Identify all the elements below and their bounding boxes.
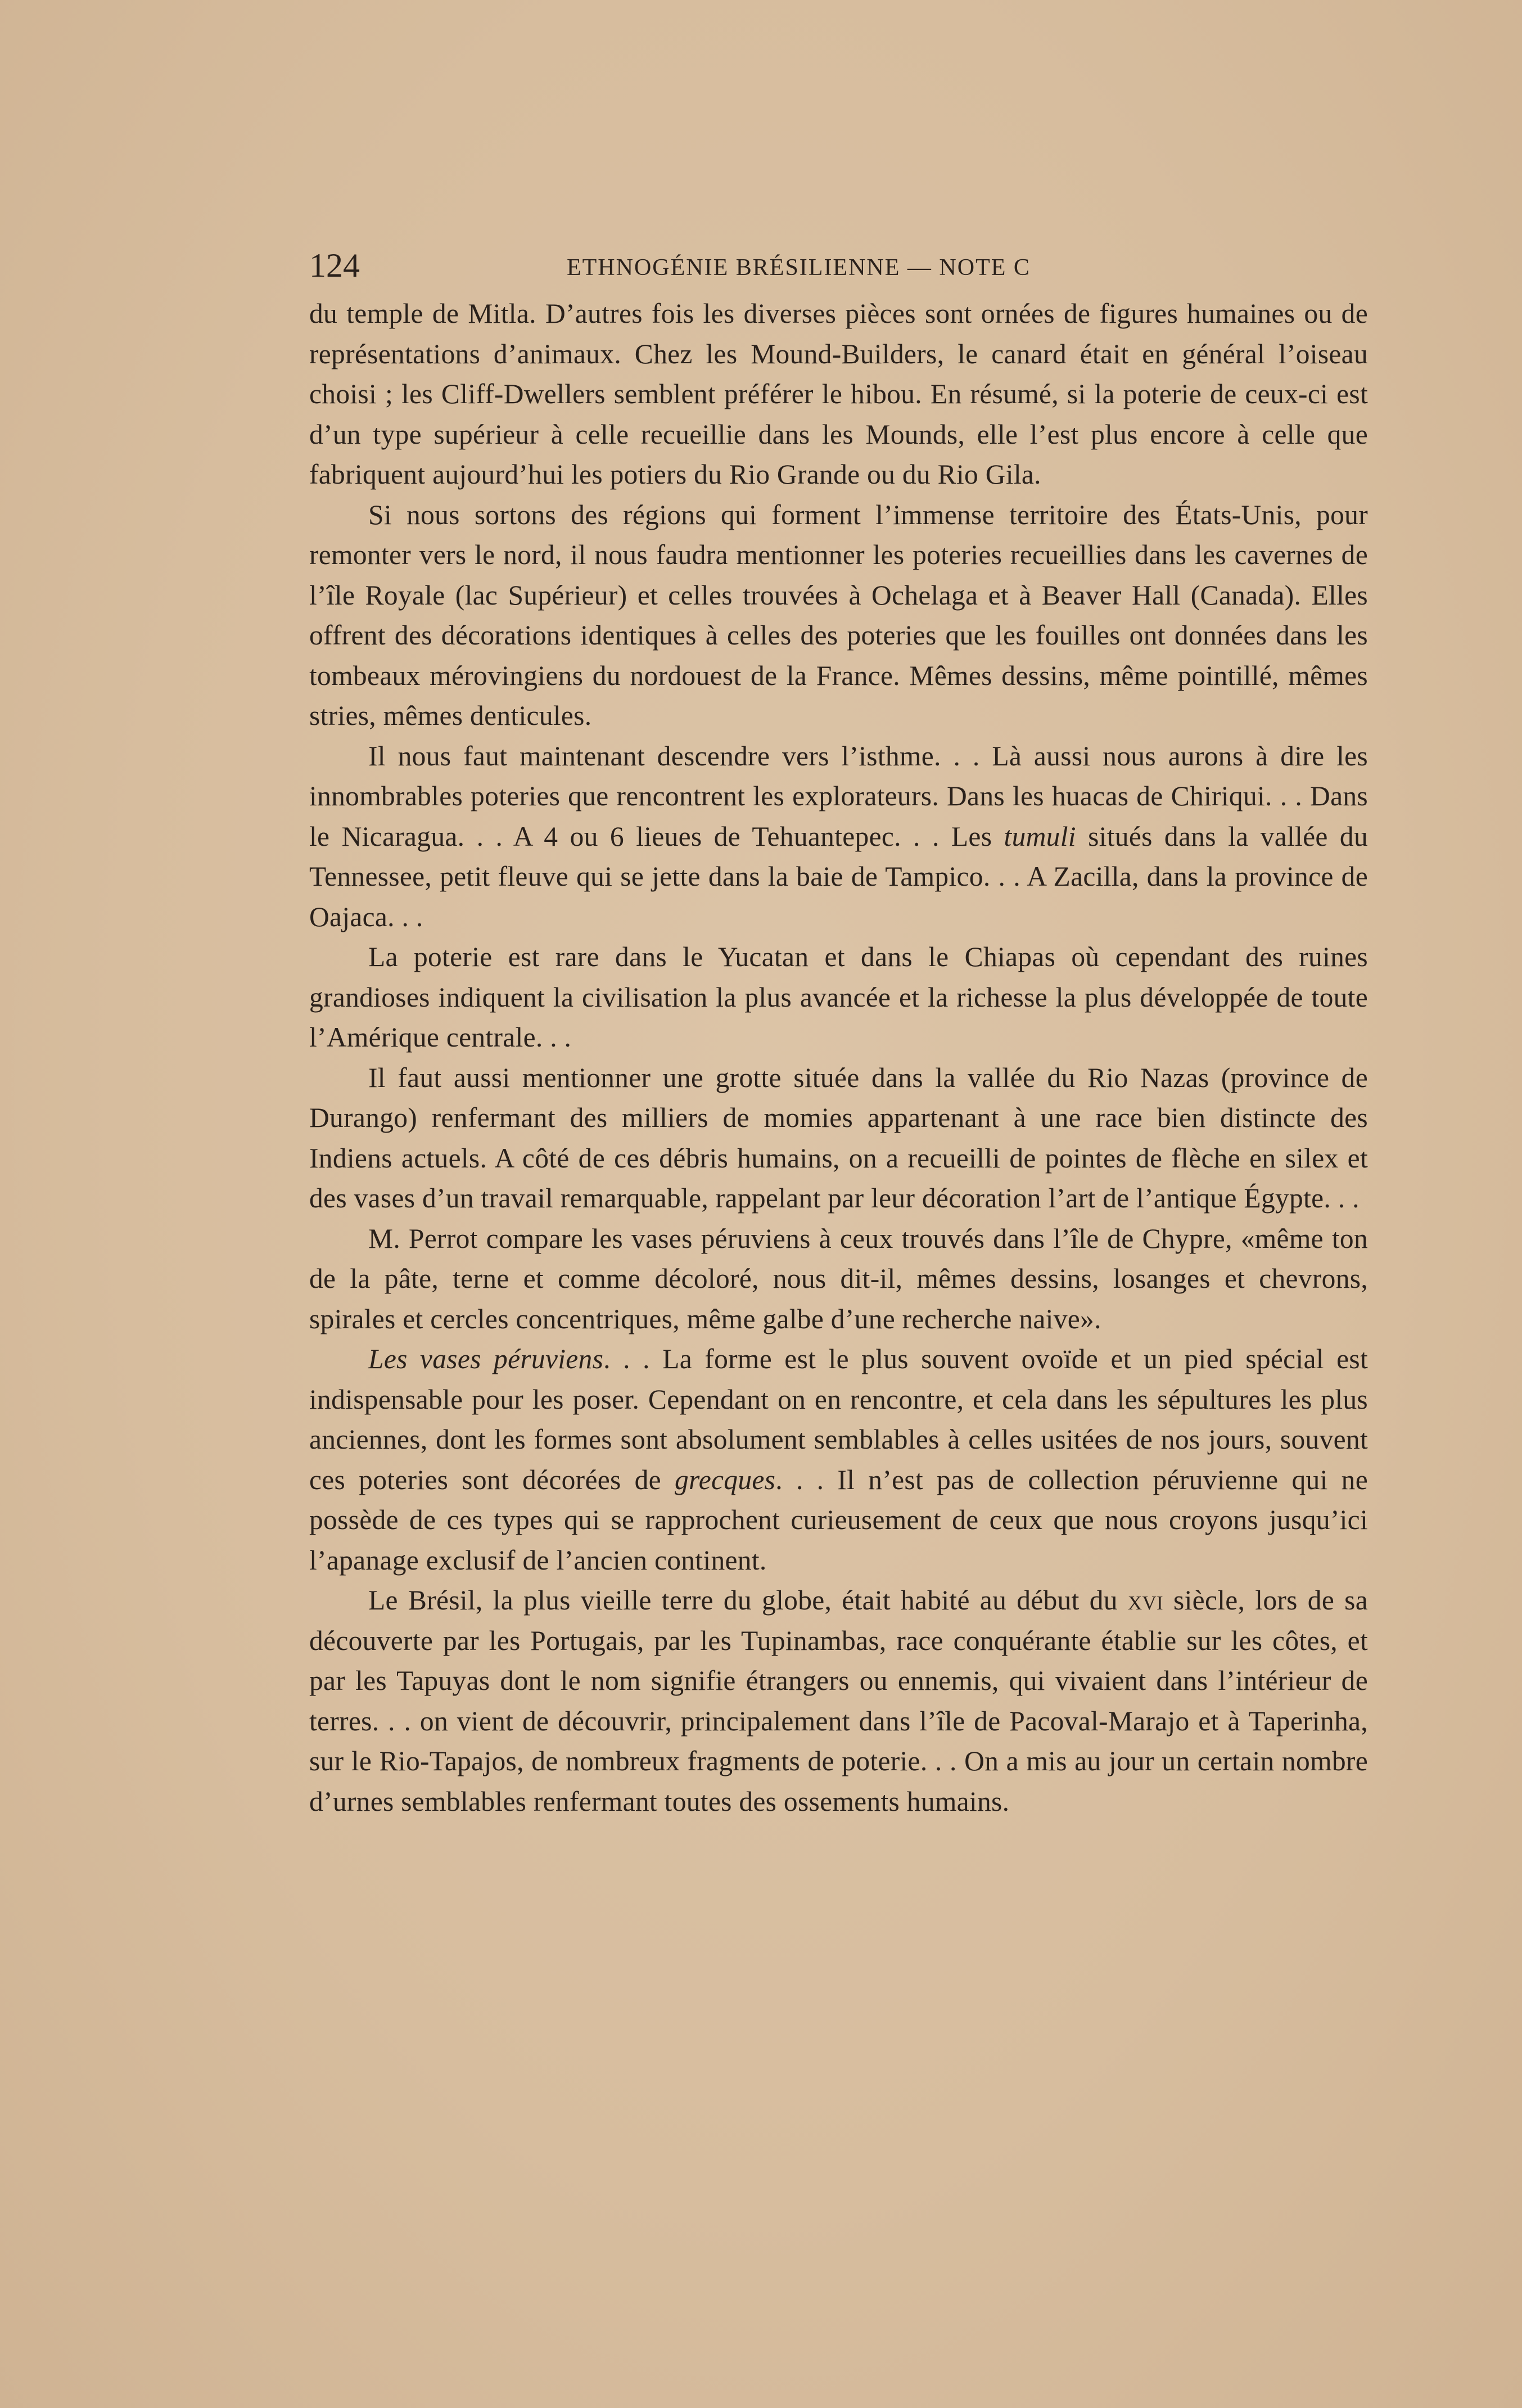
paragraph-3-italic-tumuli: tumuli [1004,820,1076,852]
paragraph-1-text: du temple de Mitla. D’autres fois les diverses pièces sont ornées de figures humaines ou de représentations d’animaux. Chez les Mound-Builders, le canard était en général l’oiseau choisi ; les Cliff-Dwellers semblent préférer le hibou. En résumé, si la poterie de ceux-ci est d’un type supérieur à celle recueillie dans les Mounds, elle l’est plus encore à celle que fabriquent aujourd’hui les potiers du Rio Grande ou du Rio Gila. [309,298,1368,490]
paragraph-3-text-after: situés dans la vallée du Tennessee, petit fleuve qui se jette dans la baie de Tampico. . . A Zacilla, dans la province de Oajaca. . . [309,820,1368,932]
paragraph-7 [309,1339,1368,1580]
paragraph-8 [309,1580,1368,1821]
paragraph-3-text-before: Il nous faut maintenant descendre vers l’isthme. . . Là aussi nous aurons à dire les innombrables poteries que rencontrent les explorateurs. Dans les huacas de Chiriqui. . . Dans le Nicaragua. . . A 4 ou 6 lieues de Tehuantepec. . . Les [309,740,1368,852]
paragraph-7-italic-grecques: grecques [674,1464,776,1495]
page-number: 124 [309,247,360,284]
paragraph-2-text: Si nous sortons des régions qui forment l’immense territoire des États-Unis, pour remonter vers le nord, il nous faudra mentionner les poteries recueillies dans les cavernes de l’île Royale (lac Supérieur) et celles trouvées à Ochelaga et à Beaver Hall (Canada). Elles offrent des décorations identiques à celles des poteries que les fouilles ont données dans les tombeaux mérovingiens du nordouest de la France. Mêmes dessins, même pointillé, mêmes stries, mêmes denticules. [309,499,1368,731]
paragraph-3 [309,736,1368,937]
paragraph-2 [309,495,1368,736]
page-header [309,243,1368,288]
paragraph-6 [309,1219,1368,1340]
paragraph-5-text: Il faut aussi mentionner une grotte située dans la vallée du Rio Nazas (province de Durango) renfermant des milliers de momies appartenant à une race bien distincte des Indiens actuels. A côté de ces débris humains, on a recueilli de pointes de flèche en silex et des vases d’un travail remarquable, rappelant par leur décoration l’art de l’antique Égypte. . . [309,1062,1368,1214]
paragraph-1 [309,294,1368,495]
paragraph-8-century-numeral: xvi [1127,1585,1163,1616]
paragraph-8-text-b: siècle, lors de sa découverte par les Portugais, par les Tupinambas, race conquérante établie sur les côtes, et par les Tapuyas dont le nom signifie étrangers ou ennemis, qui vivaient dans l’intérieur de terres. . . on vient de découvrir, principalement dans l’île de Pacoval-Marajo et à Taperinha, sur le Rio-Tapajos, de nombreux fragments de poterie. . . On a mis au jour un certain nombre d’urnes semblables renfermant toutes des ossements humains. [309,1585,1368,1817]
running-title: ETHNOGÉNIE BRÉSILIENNE — NOTE C [567,255,1031,281]
paragraph-6-text: M. Perrot compare les vases péruviens à ceux trouvés dans l’île de Chypre, «même ton de la pâte, terne et comme décoloré, nous dit-il, mêmes dessins, losanges et chevrons, spirales et cercles concentriques, même galbe d’une recherche naive». [309,1223,1368,1334]
paragraph-7-text-a: . . . La forme est le plus souvent ovoïde et un pied spécial est indispensable pour les poser. Cependant on en rencontre, et cela dans les sépultures les plus anciennes, dont les formes sont absolument semblables à celles usitées de nos jours, souvent ces poteries sont décorées de [309,1343,1368,1495]
paragraph-7-italic-lead: Les vases péruviens [368,1343,604,1374]
paragraph-4-text: La poterie est rare dans le Yucatan et dans le Chiapas où cependant des ruines grandioses indiquent la civilisation la plus avancée et la richesse la plus développée de toute l’Amérique centrale. . . [309,941,1368,1053]
document-page [309,243,1368,1821]
paragraph-7-text-b: . . . Il n’est pas de collection péruvienne qui ne possède de ces types qui se rapprochent curieusement de ceux que nous croyons jusqu’ici l’apanage exclusif de l’ancien continent. [309,1464,1368,1576]
paragraph-4 [309,937,1368,1058]
paragraph-8-text-a: Le Brésil, la plus vieille terre du globe, était habité au début du [368,1585,1128,1616]
paragraph-5 [309,1058,1368,1219]
body-text [309,294,1368,1821]
